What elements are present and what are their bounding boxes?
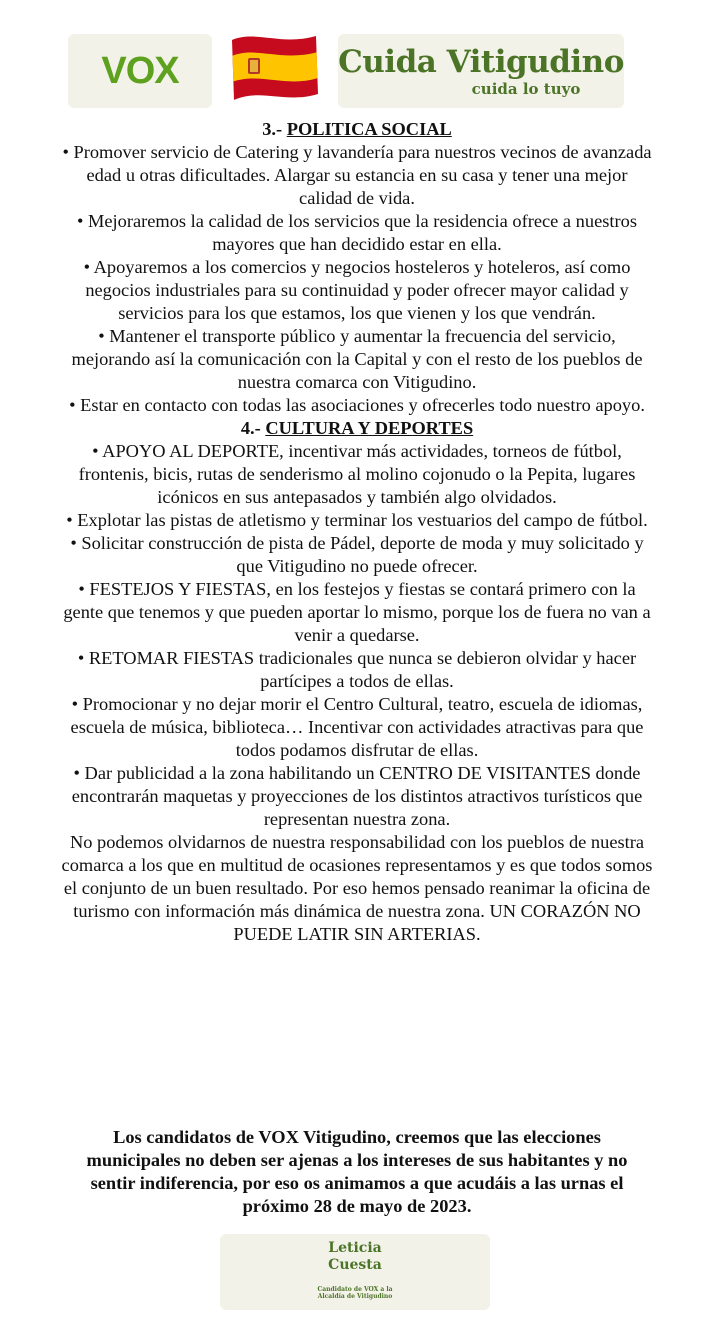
paragraph: • RETOMAR FIESTAS tradicionales que nunca se debieron olvidar y hacer partícipes a todos de ellas. xyxy=(77,648,637,691)
paragraph: • Promover servicio de Catering y lavandería para nuestros vecinos de avanzada edad u otras dificultades. Alargar su estancia en su casa y tener una mejor calidad de vida. xyxy=(62,142,652,208)
section-number: 4.- xyxy=(240,418,266,438)
brand-subtitle: cuida lo tuyo xyxy=(471,80,581,98)
paragraph: No podemos olvidarnos de nuestra responsabilidad con los pueblos de nuestra comarca a los que en multitud de ocasiones representamos y es que todos somos el conjunto de un buen resultado. Por eso hemos pensado reanimar la oficina de turismo con información más dinámica de nuestra zona. UN CORAZÓN NO PUEDE LATIR SIN ARTERIAS. xyxy=(61,832,653,944)
document-body xyxy=(60,118,654,946)
paragraph: • Estar en contacto con todas las asociaciones y ofrecerles todo nuestro apoyo. xyxy=(69,395,645,415)
section-title-text: CULTURA Y DEPORTES xyxy=(265,418,474,438)
paragraph: • APOYO AL DEPORTE, incentivar más actividades, torneos de fútbol, frontenis, bicis, rutas de senderismo al molino cojonudo o la Pepita, lugares icónicos en sus antepasados y también algo olvidados. xyxy=(78,441,636,507)
vox-logo: VOX xyxy=(101,49,179,92)
section-title-cultura-deportes xyxy=(60,417,654,440)
candidate-role-line1: Candidato de VOX a la xyxy=(317,1286,393,1293)
header xyxy=(0,30,714,110)
closing-statement: Los candidatos de VOX Vitigudino, creemos que las elecciones municipales no deben ser ajenas a los intereses de sus habitantes y no sentir indiferencia, por eso os animamos a que acudáis a las urnas el próximo 28 de mayo de 2023. xyxy=(86,1127,628,1216)
candidate-name xyxy=(220,1240,490,1274)
paragraph: • Mejoraremos la calidad de los servicios que la residencia ofrece a nuestros mayores que han decidido estar en ella. xyxy=(77,211,637,254)
paragraph: • Promocionar y no dejar morir el Centro Cultural, teatro, escuela de idiomas, escuela de música, biblioteca… Incentivar con actividades atractivas para que todos podamos disfrutar de ellas. xyxy=(70,694,644,760)
section-number: 3.- xyxy=(262,119,287,139)
paragraph: • Explotar las pistas de atletismo y terminar los vestuarios del campo de fútbol. xyxy=(66,510,648,530)
candidate-role xyxy=(220,1286,490,1300)
paragraph: • Solicitar construcción de pista de Pádel, deporte de moda y muy solicitado y que Vitigudino no puede ofrecer. xyxy=(70,533,644,576)
candidate-first-name: Leticia xyxy=(328,1240,382,1256)
section-title-politica-social xyxy=(60,118,654,141)
signature-panel xyxy=(220,1234,490,1310)
candidate-last-name: Cuesta xyxy=(328,1257,382,1273)
brand-panel xyxy=(338,34,624,108)
paragraph: • Dar publicidad a la zona habilitando un CENTRO DE VISITANTES donde encontrarán maquetas y proyecciones de los distintos atractivos turísticos que representan nuestra zona. xyxy=(71,763,643,829)
vox-logo-panel xyxy=(68,34,212,108)
paragraph: • Apoyaremos a los comercios y negocios hosteleros y hoteleros, así como negocios industriales para su continuidad y poder ofrecer mayor calidad y servicios para los que estamos, los que vienen y los que vendrán. xyxy=(83,257,631,323)
paragraph: • Mantener el transporte público y aumentar la frecuencia del servicio, mejorando así la comunicación con la Capital y con el resto de los pueblos de nuestra comarca con Vitigudino. xyxy=(71,326,643,392)
candidate-role-line2: Alcaldía de Vitigudino xyxy=(317,1293,393,1300)
section-title-text: POLITICA SOCIAL xyxy=(286,119,452,139)
spain-flag-icon xyxy=(226,30,322,104)
brand-title: Cuida Vitigudino xyxy=(338,44,624,80)
paragraph: • FESTEJOS Y FIESTAS, en los festejos y fiestas se contará primero con la gente que tenemos y que pueden aportar lo mismo, porque los de fuera no van a venir a quedarse. xyxy=(63,579,651,645)
